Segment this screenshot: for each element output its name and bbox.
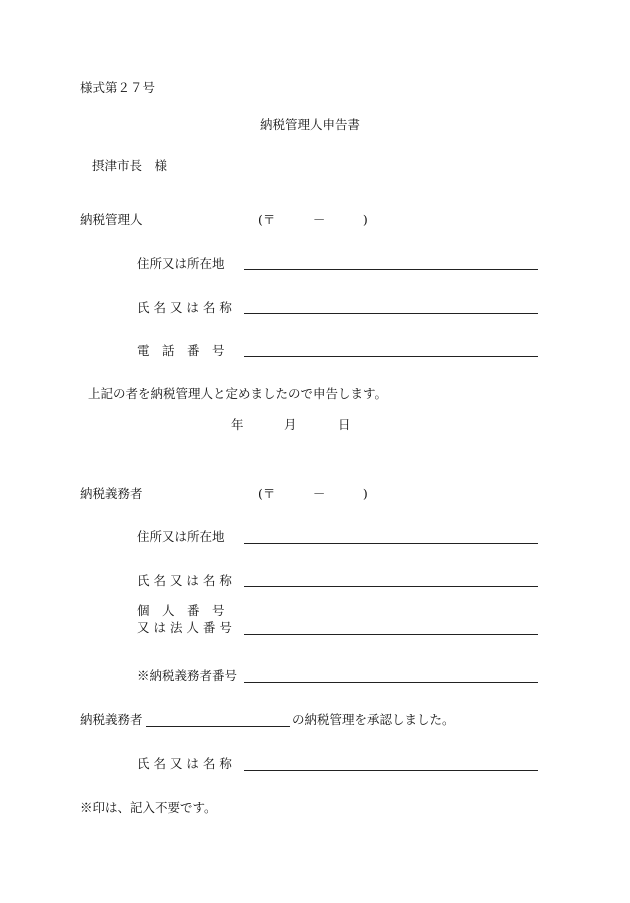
taxpayer-id-label-line2: 又 は 法 人 番 号 — [137, 620, 232, 635]
addressee: 摂津市長 様 — [92, 158, 168, 173]
approval-taxpayer-field[interactable] — [146, 726, 290, 727]
manager-postal-code[interactable]: (〒 － ) — [258, 212, 368, 227]
manager-phone-field[interactable] — [244, 356, 538, 357]
date-year[interactable]: 年 — [231, 417, 244, 432]
taxpayer-name-field[interactable] — [244, 586, 538, 587]
taxpayer-number-field[interactable] — [244, 682, 538, 683]
taxpayer-number-label: ※納税義務者番号 — [137, 668, 238, 683]
taxpayer-heading: 納税義務者 — [80, 486, 143, 501]
approval-name-label: 氏 名 又 は 名 称 — [137, 756, 232, 771]
taxpayer-id-label-line1: 個 人 番 号 — [137, 603, 225, 618]
footnote: ※印は、記入不要です。 — [80, 800, 217, 815]
declaration-statement: 上記の者を納税管理人と定めましたので申告します。 — [88, 386, 388, 401]
taxpayer-name-label: 氏 名 又 は 名 称 — [137, 573, 232, 588]
manager-phone-label: 電 話 番 号 — [137, 343, 225, 358]
taxpayer-address-field[interactable] — [244, 543, 538, 544]
taxpayer-postal-code[interactable]: (〒 － ) — [258, 486, 368, 501]
taxpayer-address-label: 住所又は所在地 — [137, 529, 225, 544]
manager-address-label: 住所又は所在地 — [137, 256, 225, 271]
approval-name-field[interactable] — [244, 770, 538, 771]
approval-suffix: の納税管理を承認しました。 — [292, 712, 455, 727]
manager-name-label: 氏 名 又 は 名 称 — [137, 300, 232, 315]
approval-prefix: 納税義務者 — [80, 712, 143, 727]
page-title: 納税管理人申告書 — [260, 117, 361, 132]
manager-heading: 納税管理人 — [80, 212, 143, 227]
manager-address-field[interactable] — [244, 269, 538, 270]
date-month[interactable]: 月 — [284, 417, 297, 432]
date-day[interactable]: 日 — [338, 417, 351, 432]
form-number: 様式第２７号 — [80, 80, 156, 95]
taxpayer-id-field[interactable] — [244, 634, 538, 635]
manager-name-field[interactable] — [244, 313, 538, 314]
